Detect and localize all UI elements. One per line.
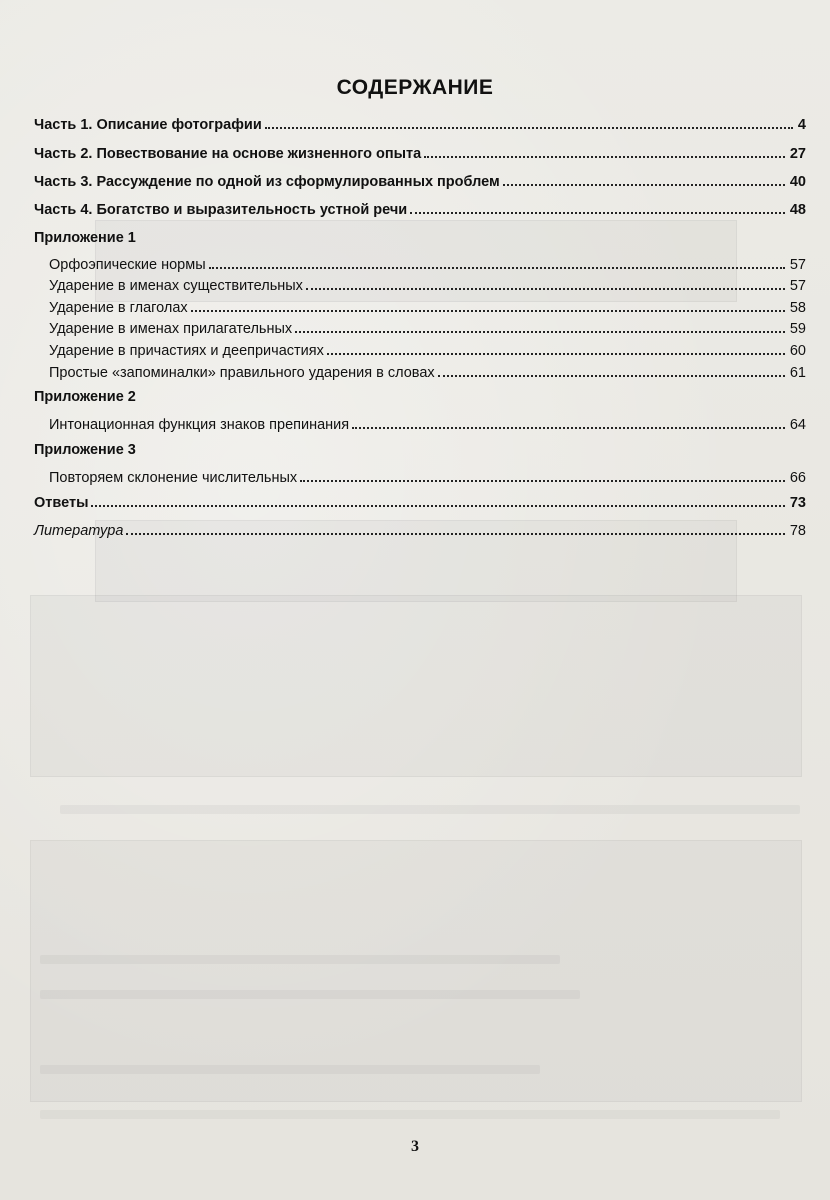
toc-entry-mnemonics[interactable]	[34, 365, 806, 382]
toc-entry-part3[interactable]	[34, 174, 806, 191]
dot-leader	[503, 184, 785, 186]
dot-leader	[191, 310, 785, 312]
toc-entry-participles[interactable]	[34, 343, 806, 360]
ghost-block	[30, 595, 802, 777]
toc-entry-page: 59	[789, 321, 806, 337]
toc-entry-page: 27	[789, 146, 806, 162]
toc-entry-label: Ударение в именах прилагательных	[49, 321, 293, 337]
dot-leader	[91, 505, 784, 507]
ghost-line	[40, 1110, 780, 1119]
toc-entry-verbs[interactable]	[34, 300, 806, 317]
toc-entry-part4[interactable]	[34, 202, 806, 219]
toc-entry-label: Повторяем склонение числительных	[49, 470, 298, 486]
toc-entry-page: 4	[797, 117, 806, 133]
toc-entry-numerals[interactable]	[34, 470, 806, 487]
toc-entry-page: 78	[789, 523, 806, 539]
toc-entry-label: Часть 1. Описание фотографии	[34, 117, 262, 133]
toc-entry-label: Часть 3. Рассуждение по одной из сформулированных проблем	[34, 174, 500, 190]
dot-leader	[300, 480, 785, 482]
toc-entry-page: 73	[789, 495, 806, 511]
dot-leader	[209, 267, 785, 269]
page-number: 3	[411, 1138, 419, 1155]
toc-entry-part1[interactable]	[34, 117, 806, 134]
ghost-block	[30, 840, 802, 1102]
ghost-line	[60, 805, 800, 814]
toc-entry-label: Ударение в причастиях и деепричастиях	[49, 343, 324, 359]
page-title: СОДЕРЖАНИЕ	[336, 76, 494, 99]
dot-leader	[410, 212, 785, 214]
dot-leader	[438, 375, 785, 377]
toc-entry-label: Ударение в именах существительных	[49, 278, 303, 294]
toc-entry-literature[interactable]	[34, 523, 806, 540]
toc-entry-orthoepic[interactable]	[34, 257, 806, 274]
toc-entry-nouns[interactable]	[34, 278, 806, 295]
dot-leader	[424, 156, 785, 158]
toc-entry-intonation[interactable]	[34, 417, 806, 434]
toc-entry-answers[interactable]	[34, 495, 806, 512]
appendix1-heading: Приложение 1	[34, 230, 136, 246]
appendix2-heading: Приложение 2	[34, 389, 136, 405]
toc-entry-page: 57	[789, 257, 806, 273]
toc-entry-label: Литература	[34, 523, 124, 539]
toc-entry-part2[interactable]	[34, 146, 806, 163]
dot-leader	[352, 427, 785, 429]
ghost-line	[40, 1065, 540, 1074]
toc-entry-page: 64	[789, 417, 806, 433]
ghost-line	[40, 990, 580, 999]
toc-entry-label: Ответы	[34, 495, 89, 511]
toc-entry-page: 48	[789, 202, 806, 218]
toc-entry-adjectives[interactable]	[34, 321, 806, 338]
toc-entry-label: Орфоэпические нормы	[49, 257, 206, 273]
dot-leader	[265, 127, 793, 129]
toc-entry-page: 57	[789, 278, 806, 294]
toc-entry-page: 61	[789, 365, 806, 381]
toc-entry-label: Простые «запоминалки» правильного ударения в словах	[49, 365, 435, 381]
dot-leader	[306, 288, 785, 290]
dot-leader	[327, 353, 785, 355]
appendix3-heading: Приложение 3	[34, 442, 136, 458]
toc-entry-label: Интонационная функция знаков препинания	[49, 417, 350, 433]
dot-leader	[295, 331, 785, 333]
dot-leader	[126, 533, 784, 535]
toc-entry-label: Ударение в глаголах	[49, 300, 188, 316]
ghost-line	[40, 955, 560, 964]
toc-entry-label: Часть 4. Богатство и выразительность устной речи	[34, 202, 408, 218]
toc-entry-page: 58	[789, 300, 806, 316]
toc-entry-page: 60	[789, 343, 806, 359]
toc-entry-page: 66	[789, 470, 806, 486]
toc-entry-label: Часть 2. Повествование на основе жизненного опыта	[34, 146, 422, 162]
toc-entry-page: 40	[789, 174, 806, 190]
